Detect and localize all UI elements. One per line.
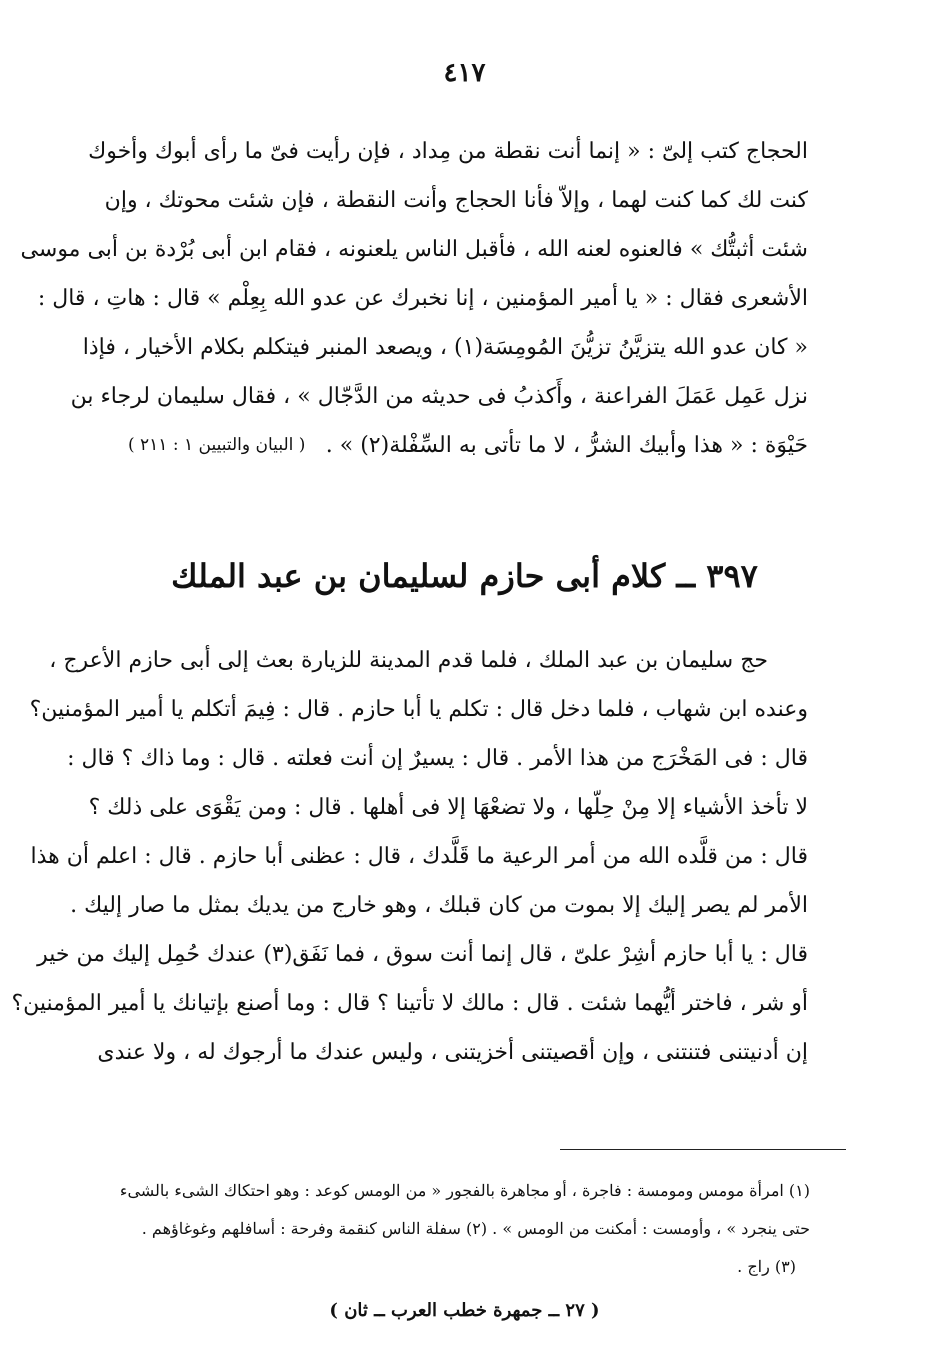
passage-line: نزل عَمِل عَمَلَ الفراعنة ، وأَكذبُ فى حديثه من الدَّجّال » ، فقال سليمان لرجاء بن	[70, 384, 808, 409]
source-reference: ( البيان والتبيين ١ : ٢١١ )	[128, 435, 306, 455]
passage-line: كنت لك كما كنت لهما ، وإلاّ فأنا الحجاج وأنت النقطة ، فإن شئت محوتك ، وإن	[104, 188, 808, 213]
footnote-line: (١) امرأة مومس ومومسة : فاجرة ، أو مجاهرة بالفجور « من الومس كوعد : وهو احتكاك الشىء بالشىء	[119, 1181, 810, 1200]
footnote-line: حتى ينجرد » ، وأومست : أمكنت من الومس » . (٢) سفلة الناس كنقمة وفرحة : أسافلهم وغوغاؤهم .	[141, 1219, 810, 1238]
passage-line: الحجاج كتب إلىّ : « إنما أنت نقطة من مِداد ، فإن رأيت فىّ ما رأى أبوك وأخوك	[88, 139, 808, 164]
passage-line: حَيْوَة : « هذا وأبيك الشرُّ ، لا ما تأتى به السِّفْلة(٢) » .	[325, 433, 808, 458]
running-footer: ( ٢٧ ــ جمهرة خطب العرب ــ ثان )	[329, 1300, 600, 1321]
passage-line: قال : يا أبا حازم أشِرْ علىّ ، قال إنما أنت سوق ، فما نَفَق(٣) عندك حُمِل إليك من خير	[37, 942, 808, 967]
passage-line: إن أدنيتنى فتنتنى ، وإن أقصيتنى أخزيتنى ، وليس عندك ما أرجوك له ، ولا عندى	[97, 1040, 808, 1065]
footnote-divider	[560, 1149, 846, 1150]
passage-line: قال : من قلَّده الله من أمر الرعية ما قَلَّدك ، قال : عظنى أبا حازم . قال : اعلم أن هذا	[30, 844, 808, 869]
passage-line: حج سليمان بن عبد الملك ، فلما قدم المدينة للزيارة بعث إلى أبى حازم الأعرج ،	[49, 648, 768, 673]
passage-line: وعنده ابن شهاب ، فلما دخل قال : تكلم يا أبا حازم . قال : فِيمَ أتكلم يا أمير المؤمنين؟	[29, 697, 808, 722]
passage-line: الأشعرى فقال : « يا أمير المؤمنين ، إنا نخبرك عن عدو الله بِعِلْم » قال : هاتِ ، قال :	[37, 286, 808, 311]
page-number: ٤١٧	[443, 58, 486, 88]
lower-passage	[11, 636, 808, 1077]
upper-passage	[20, 127, 808, 470]
passage-line: أو شر ، فاختر أيُّهما شئت . قال : مالك لا تأتينا ؟ قال : وما أصنع بإتيانك يا أمير المؤمنين؟	[11, 991, 808, 1016]
footnote-line: (٣) راج .	[737, 1257, 796, 1276]
passage-line: شئت أثبتُّك » فالعنوه لعنه الله ، فأقبل الناس يلعنونه ، فقام ابن أبى بُرْدة بن أبى موسى	[20, 237, 808, 262]
passage-line: « كان عدو الله يتزيَّنُ تزيُّنَ المُومِسَة(١) ، ويصعد المنبر فيتكلم بكلام الأخيار ، فإذا	[82, 335, 808, 360]
passage-line: لا تأخذ الأشياء إلا مِنْ حِلّها ، ولا تضعْهَا إلا فى أهلها . قال : ومن يَقْوَى على ذلك ؟	[88, 795, 808, 820]
passage-line: الأمر لم يصر إليك إلا بموت من كان قبلك ، وهو خارج من يديك بمثل ما صار إليك .	[70, 893, 808, 918]
section-heading: ٣٩٧ ــ كلام أبى حازم لسليمان بن عبد الملك	[171, 557, 758, 595]
passage-line: قال : فى المَخْرَج من هذا الأمر . قال : يسيرٌ إن أنت فعلته . قال : وما ذاك ؟ قال :	[67, 746, 808, 771]
footnotes	[120, 1172, 810, 1286]
passage-final-line	[128, 421, 808, 470]
